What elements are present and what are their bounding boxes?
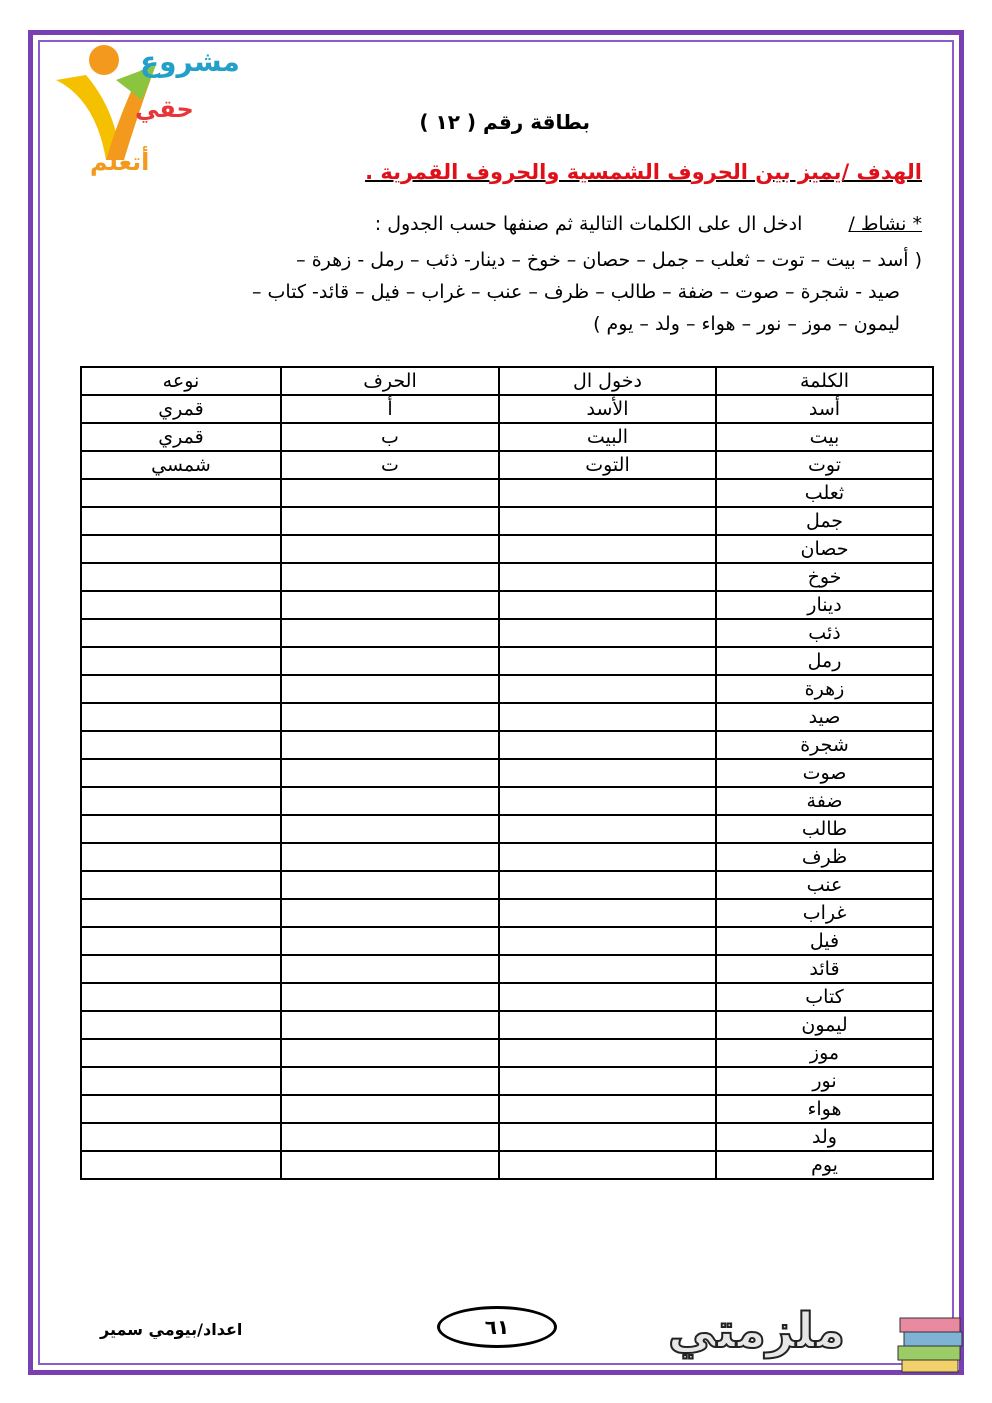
- table-row: [81, 927, 933, 955]
- cell-letter[interactable]: [281, 815, 499, 843]
- cell-word: أسد: [716, 395, 933, 423]
- cell-letter[interactable]: [281, 647, 499, 675]
- cell-letter[interactable]: [281, 1067, 499, 1095]
- cell-with-al[interactable]: [499, 647, 716, 675]
- table-row: [81, 703, 933, 731]
- cell-letter[interactable]: [281, 479, 499, 507]
- cell-type[interactable]: قمري: [81, 395, 281, 423]
- activity-label: * نشاط /: [848, 213, 922, 235]
- cell-word: عنب: [716, 871, 933, 899]
- cell-letter[interactable]: [281, 871, 499, 899]
- table-row: [81, 647, 933, 675]
- cell-letter[interactable]: [281, 983, 499, 1011]
- cell-type[interactable]: [81, 591, 281, 619]
- cell-letter[interactable]: [281, 675, 499, 703]
- cell-word: يوم: [716, 1151, 933, 1179]
- cell-word: نور: [716, 1067, 933, 1095]
- cell-word: قائد: [716, 955, 933, 983]
- cell-letter[interactable]: [281, 1039, 499, 1067]
- cell-with-al[interactable]: [499, 675, 716, 703]
- table-row: [81, 1095, 933, 1123]
- table-row: [81, 1151, 933, 1179]
- header-word: الكلمة: [716, 367, 933, 395]
- cell-word: صوت: [716, 759, 933, 787]
- cell-type[interactable]: [81, 1151, 281, 1179]
- cell-word: جمل: [716, 507, 933, 535]
- cell-with-al[interactable]: [499, 955, 716, 983]
- logo-text-project: مشروع: [140, 45, 240, 78]
- cell-with-al[interactable]: [499, 983, 716, 1011]
- cell-letter[interactable]: [281, 591, 499, 619]
- cell-letter[interactable]: [281, 843, 499, 871]
- cell-word: رمل: [716, 647, 933, 675]
- cell-with-al[interactable]: الأسد: [499, 395, 716, 423]
- word-list-line: صيد - شجرة – صوت – ضفة – طالب – ظرف – عنب – غراب – فيل – قائد- كتاب –: [252, 281, 900, 303]
- header-letter: الحرف: [281, 367, 499, 395]
- cell-type[interactable]: [81, 675, 281, 703]
- table-row: [81, 871, 933, 899]
- cell-with-al[interactable]: [499, 591, 716, 619]
- cell-letter[interactable]: [281, 619, 499, 647]
- cell-with-al[interactable]: [499, 1067, 716, 1095]
- cell-word: ذئب: [716, 619, 933, 647]
- cell-type[interactable]: [81, 703, 281, 731]
- cell-letter[interactable]: [281, 899, 499, 927]
- word-list: [122, 244, 922, 340]
- cell-with-al[interactable]: [499, 479, 716, 507]
- cell-word: هواء: [716, 1095, 933, 1123]
- table-header-row: [81, 367, 933, 395]
- cell-type[interactable]: [81, 927, 281, 955]
- cell-with-al[interactable]: البيت: [499, 423, 716, 451]
- cell-word: موز: [716, 1039, 933, 1067]
- table-row: [81, 451, 933, 479]
- cell-type[interactable]: [81, 563, 281, 591]
- cell-letter[interactable]: [281, 759, 499, 787]
- cell-word: ضفة: [716, 787, 933, 815]
- cell-letter[interactable]: [281, 927, 499, 955]
- table-row: [81, 1067, 933, 1095]
- cell-type[interactable]: شمسي: [81, 451, 281, 479]
- cell-word: ليمون: [716, 1011, 933, 1039]
- header-type: نوعه: [81, 367, 281, 395]
- cell-letter[interactable]: أ: [281, 395, 499, 423]
- cell-letter[interactable]: ب: [281, 423, 499, 451]
- table-row: [81, 955, 933, 983]
- cell-letter[interactable]: [281, 1011, 499, 1039]
- cell-word: كتاب: [716, 983, 933, 1011]
- cell-type[interactable]: [81, 955, 281, 983]
- cell-letter[interactable]: [281, 1123, 499, 1151]
- cell-type[interactable]: [81, 731, 281, 759]
- header-with-al: دخول ال: [499, 367, 716, 395]
- table-row: [81, 395, 933, 423]
- word-list-line: ليمون – موز – نور – هواء – ولد – يوم ): [593, 313, 900, 335]
- table-row: [81, 983, 933, 1011]
- cell-letter[interactable]: [281, 703, 499, 731]
- cell-word: خوخ: [716, 563, 933, 591]
- cell-word: ولد: [716, 1123, 933, 1151]
- cell-with-al[interactable]: [499, 815, 716, 843]
- cell-type[interactable]: [81, 619, 281, 647]
- activity-instruction: ادخل ال على الكلمات التالية ثم صنفها حسب الجدول :: [374, 213, 803, 235]
- cell-type[interactable]: [81, 479, 281, 507]
- cell-with-al[interactable]: [499, 1039, 716, 1067]
- table-row: [81, 1039, 933, 1067]
- cell-word: شجرة: [716, 731, 933, 759]
- cell-type[interactable]: [81, 899, 281, 927]
- cell-letter[interactable]: [281, 535, 499, 563]
- table-row: [81, 843, 933, 871]
- table-row: [81, 759, 933, 787]
- cell-type[interactable]: قمري: [81, 423, 281, 451]
- table-row: [81, 675, 933, 703]
- cell-type[interactable]: [81, 1011, 281, 1039]
- table-row: [81, 731, 933, 759]
- cell-with-al[interactable]: [499, 731, 716, 759]
- page-number: ٦١: [437, 1306, 557, 1348]
- cell-type[interactable]: [81, 983, 281, 1011]
- cell-with-al[interactable]: [499, 619, 716, 647]
- table-row: [81, 479, 933, 507]
- cell-with-al[interactable]: [499, 535, 716, 563]
- cell-letter[interactable]: [281, 1151, 499, 1179]
- cell-type[interactable]: [81, 787, 281, 815]
- card-title: بطاقة رقم ( ١٢ ): [419, 110, 590, 134]
- cell-letter[interactable]: ت: [281, 451, 499, 479]
- cell-with-al[interactable]: [499, 759, 716, 787]
- classification-table: [80, 366, 934, 1180]
- cell-word: زهرة: [716, 675, 933, 703]
- cell-word: بيت: [716, 423, 933, 451]
- table-row: [81, 591, 933, 619]
- cell-type[interactable]: [81, 843, 281, 871]
- table-row: [81, 1011, 933, 1039]
- cell-word: حصان: [716, 535, 933, 563]
- cell-letter[interactable]: [281, 1095, 499, 1123]
- author-credit: اعداد/بيومي سمير: [100, 1320, 243, 1339]
- cell-with-al[interactable]: التوت: [499, 451, 716, 479]
- table-row: [81, 815, 933, 843]
- table-row: [81, 535, 933, 563]
- cell-with-al[interactable]: [499, 1151, 716, 1179]
- table-row: [81, 899, 933, 927]
- cell-with-al[interactable]: [499, 563, 716, 591]
- cell-type[interactable]: [81, 1039, 281, 1067]
- cell-word: فيل: [716, 927, 933, 955]
- cell-with-al[interactable]: [499, 1123, 716, 1151]
- cell-with-al[interactable]: [499, 1011, 716, 1039]
- cell-letter[interactable]: [281, 507, 499, 535]
- cell-type[interactable]: [81, 507, 281, 535]
- cell-type[interactable]: [81, 871, 281, 899]
- cell-word: توت: [716, 451, 933, 479]
- cell-type[interactable]: [81, 815, 281, 843]
- cell-type[interactable]: [81, 535, 281, 563]
- cell-with-al[interactable]: [499, 871, 716, 899]
- lesson-goal: الهدف /يميز بين الحروف الشمسية والحروف القمرية .: [365, 160, 922, 184]
- logo-text-right: حقي: [135, 95, 194, 123]
- table-row: [81, 787, 933, 815]
- cell-with-al[interactable]: [499, 1095, 716, 1123]
- cell-with-al[interactable]: [499, 927, 716, 955]
- cell-with-al[interactable]: [499, 843, 716, 871]
- cell-letter[interactable]: [281, 787, 499, 815]
- cell-with-al[interactable]: [499, 703, 716, 731]
- cell-letter[interactable]: [281, 563, 499, 591]
- cell-word: طالب: [716, 815, 933, 843]
- cell-word: صيد: [716, 703, 933, 731]
- site-watermark: ملزمتي: [668, 1303, 846, 1359]
- table-row: [81, 619, 933, 647]
- cell-type[interactable]: [81, 1067, 281, 1095]
- table-row: [81, 563, 933, 591]
- activity-header: [122, 213, 922, 235]
- cell-with-al[interactable]: [499, 899, 716, 927]
- table-row: [81, 507, 933, 535]
- cell-type[interactable]: [81, 647, 281, 675]
- cell-word: دينار: [716, 591, 933, 619]
- cell-type[interactable]: [81, 1095, 281, 1123]
- cell-word: ثعلب: [716, 479, 933, 507]
- cell-with-al[interactable]: [499, 507, 716, 535]
- cell-letter[interactable]: [281, 955, 499, 983]
- table-row: [81, 423, 933, 451]
- table-row: [81, 1123, 933, 1151]
- cell-letter[interactable]: [281, 731, 499, 759]
- cell-word: غراب: [716, 899, 933, 927]
- logo-text-learn: أتعلم: [90, 148, 150, 176]
- word-list-line: ( أسد – بيت – توت – ثعلب – جمل – حصان – خوخ – دينار- ذئب – رمل - زهرة –: [296, 249, 922, 271]
- cell-with-al[interactable]: [499, 787, 716, 815]
- cell-type[interactable]: [81, 1123, 281, 1151]
- cell-type[interactable]: [81, 759, 281, 787]
- cell-word: ظرف: [716, 843, 933, 871]
